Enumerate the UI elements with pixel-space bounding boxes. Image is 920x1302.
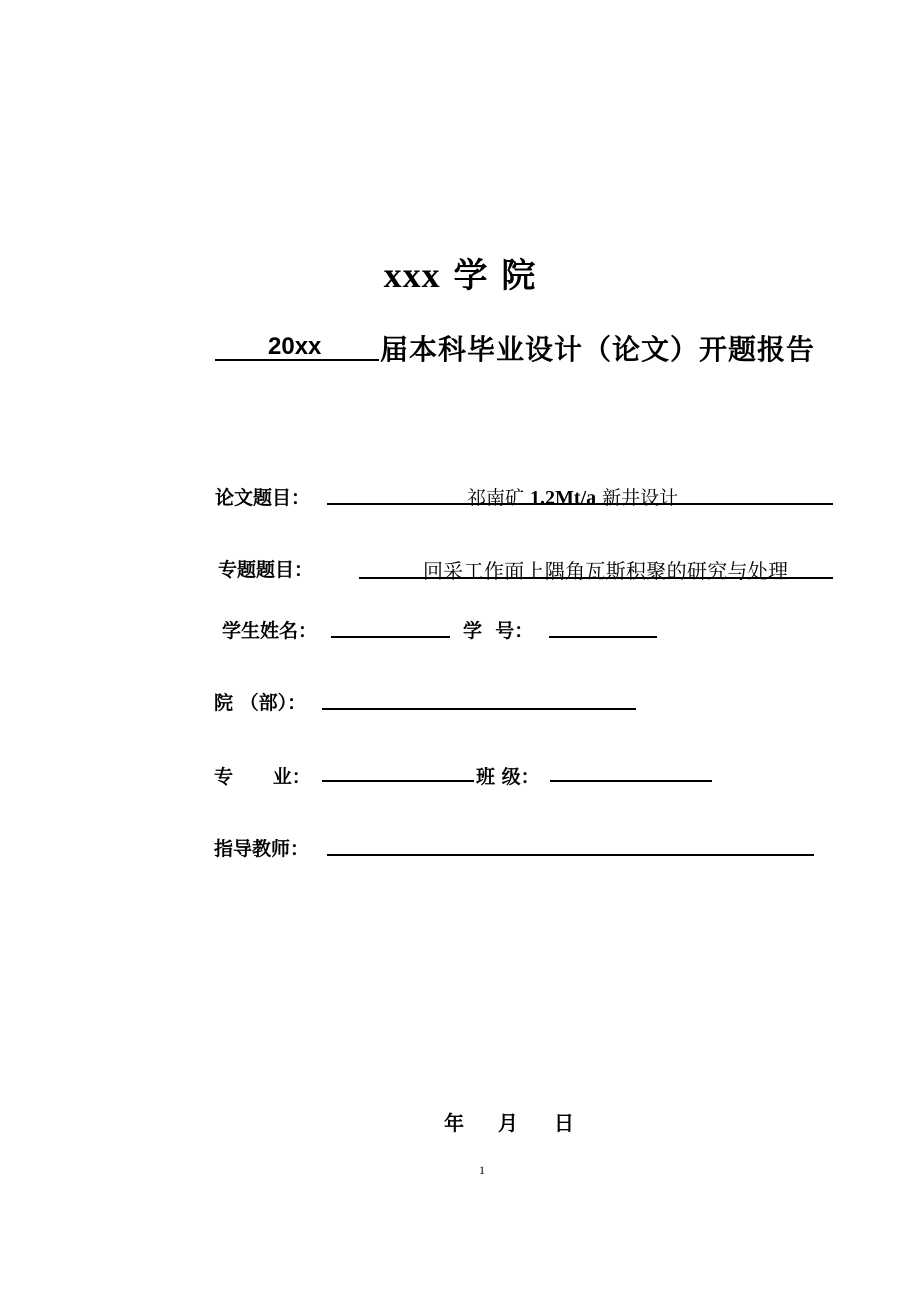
thesis-title-capacity: 1.2Mt/a [530, 487, 597, 509]
date-year-label: 年 [444, 1111, 464, 1135]
thesis-title-prefix: 祁南矿 [467, 487, 531, 509]
thesis-title-suffix: 新井设计 [596, 487, 679, 509]
department-underline[interactable] [322, 708, 636, 710]
advisor-underline[interactable] [327, 854, 814, 856]
date-day-label: 日 [554, 1111, 574, 1135]
school-name-cjk: 学 院 [453, 256, 537, 296]
student-name-underline[interactable] [331, 636, 450, 638]
school-name [0, 248, 920, 297]
thesis-title-label: 论文题目： [215, 487, 311, 509]
topic-value: 回采工作面上隅角瓦斯积聚的研究与处理 [423, 559, 789, 583]
thesis-title-value [467, 483, 678, 510]
student-id-label: 学 号： [463, 620, 534, 642]
class-underline[interactable] [550, 780, 712, 782]
major-label: 专 业： [214, 766, 311, 788]
topic-label: 专题题目： [218, 559, 314, 581]
school-name-latin: xxx [383, 255, 441, 295]
page-number: 1 [479, 1163, 485, 1177]
student-id-underline[interactable] [549, 636, 657, 638]
advisor-label: 指导教师： [214, 838, 310, 860]
report-title: 届本科毕业设计（论文）开题报告 [380, 333, 816, 366]
department-label: 院 （部）： [214, 692, 307, 714]
graduation-year: 20xx [268, 333, 322, 360]
class-label: 班 级： [476, 766, 540, 788]
major-underline[interactable] [322, 780, 474, 782]
student-name-label: 学生姓名： [222, 620, 318, 642]
date-month-label: 月 [498, 1111, 518, 1135]
